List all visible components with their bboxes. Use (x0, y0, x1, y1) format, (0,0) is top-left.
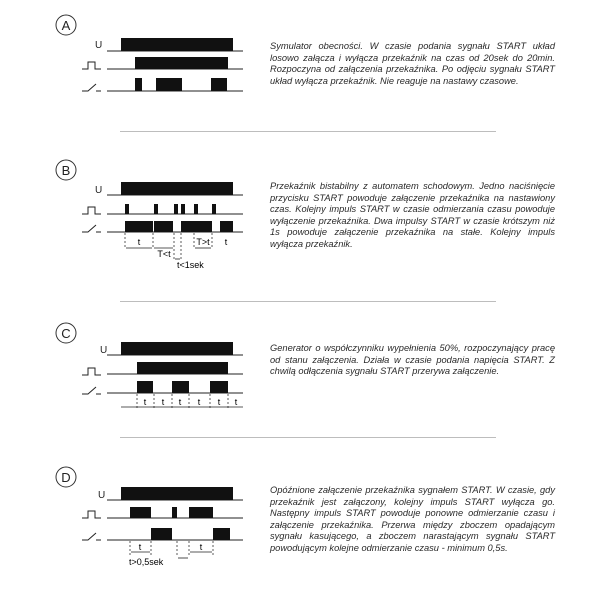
start-pulse (194, 204, 198, 214)
start-signal-bar (135, 57, 228, 69)
voltage-label: U (95, 185, 103, 196)
relay-pulse (137, 381, 153, 393)
time-label: t (224, 237, 228, 247)
start-pulse (174, 204, 178, 214)
relay-pulse (172, 381, 189, 393)
start-pulse-icon (82, 511, 101, 518)
relay-pulse (181, 221, 212, 232)
start-pulse (212, 204, 216, 214)
section-divider (120, 131, 496, 132)
relay-contact-icon (82, 84, 101, 91)
relay-pulse (211, 78, 227, 91)
start-pulse-icon (82, 368, 101, 375)
start-pulse (172, 507, 177, 518)
relay-pulse (154, 221, 173, 232)
relay-pulse (213, 528, 230, 540)
time-label: t<1sek (177, 260, 204, 270)
time-label: t (197, 397, 201, 407)
start-pulse (130, 507, 151, 518)
relay-contact-icon (82, 225, 101, 232)
relay-pulse (156, 78, 182, 91)
relay-pulse (125, 221, 153, 232)
section-badge-letter: B (61, 163, 71, 178)
relay-contact-icon (82, 387, 101, 394)
section-divider (120, 301, 496, 302)
time-label: t (138, 542, 142, 552)
voltage-signal-bar (121, 38, 233, 51)
section-badge-letter: C (61, 326, 71, 341)
voltage-signal-bar (121, 342, 233, 355)
section-b-description: Przekaźnik bistabilny z automatem schodowym. Jedno naciśnięcie przycisku START powoduje załączenie przekaźnika na nastawiony czas. Kolejny impuls START w czasie odmierzania czasu powoduje wyłączenie przekaźnika. Dwa impulsy START w czasie krótszym niż 1s powoduje załączenie przekaźnika na stałe. Kolejny impuls wyłącza przekaźnik. (270, 181, 555, 249)
time-label: t (234, 397, 238, 407)
time-label: T<t (157, 249, 171, 259)
start-pulse (181, 204, 185, 214)
time-label: t (199, 542, 203, 552)
voltage-label: U (98, 490, 106, 501)
time-label: t (161, 397, 165, 407)
section-badge-letter: D (61, 470, 71, 485)
section-divider (120, 437, 496, 438)
start-pulse (154, 204, 158, 214)
timing-diagram-d (0, 452, 265, 582)
section-badge-letter: A (61, 18, 71, 33)
section-c-description: Generator o współczynniku wypełnienia 50%, rozpoczynający pracę od stanu załączenia. Działa w czasie podania napięcia START. Z chwilą odłączenia sygnału START przerywa załączenie. (270, 343, 555, 377)
time-label: T>t (196, 237, 210, 247)
time-label: t (178, 397, 182, 407)
timing-diagram-b (0, 145, 265, 275)
start-pulse (125, 204, 129, 214)
timing-diagram-c (0, 313, 265, 423)
start-signal-bar (137, 362, 228, 374)
section-a-description: Symulator obecności. W czasie podania sygnału START układ losowo załącza i wyłącza przekaźnik na czas od 20sek do 20min. Rozpoczyna od załączenia przekaźnika. Po odjęciu sygnału START układ wyłącza przekaźnik. Nie reaguje na nastawy czasowe. (270, 41, 555, 86)
start-pulse (189, 507, 213, 518)
relay-pulse (151, 528, 172, 540)
time-label: t (137, 237, 141, 247)
time-label: t (143, 397, 147, 407)
relay-pulse (220, 221, 233, 232)
relay-contact-icon (82, 533, 101, 540)
voltage-signal-bar (121, 182, 233, 195)
voltage-label: U (95, 40, 103, 51)
voltage-signal-bar (121, 487, 233, 500)
voltage-label: U (100, 345, 108, 356)
timing-diagram-a (0, 0, 265, 110)
section-d-description: Opóźnione załączenie przekaźnika sygnałem START. W czasie, gdy przekaźnik jest załączony, kolejny impuls START wyłącza go. Następny impuls START powoduje ponowne odmierzanie czasu i załączenie przekaźnika. Przerwa między zboczem opadającym sygnału kasującego, a zboczem narastającym sygnału START powodującym kolejne odmierzanie czasu - minimum 0,5s. (270, 485, 555, 553)
start-pulse-icon (82, 207, 101, 214)
start-pulse-icon (82, 62, 101, 69)
time-label: t (217, 397, 221, 407)
relay-pulse (135, 78, 142, 91)
relay-pulse (210, 381, 228, 393)
time-label: t>0,5sek (129, 557, 164, 567)
